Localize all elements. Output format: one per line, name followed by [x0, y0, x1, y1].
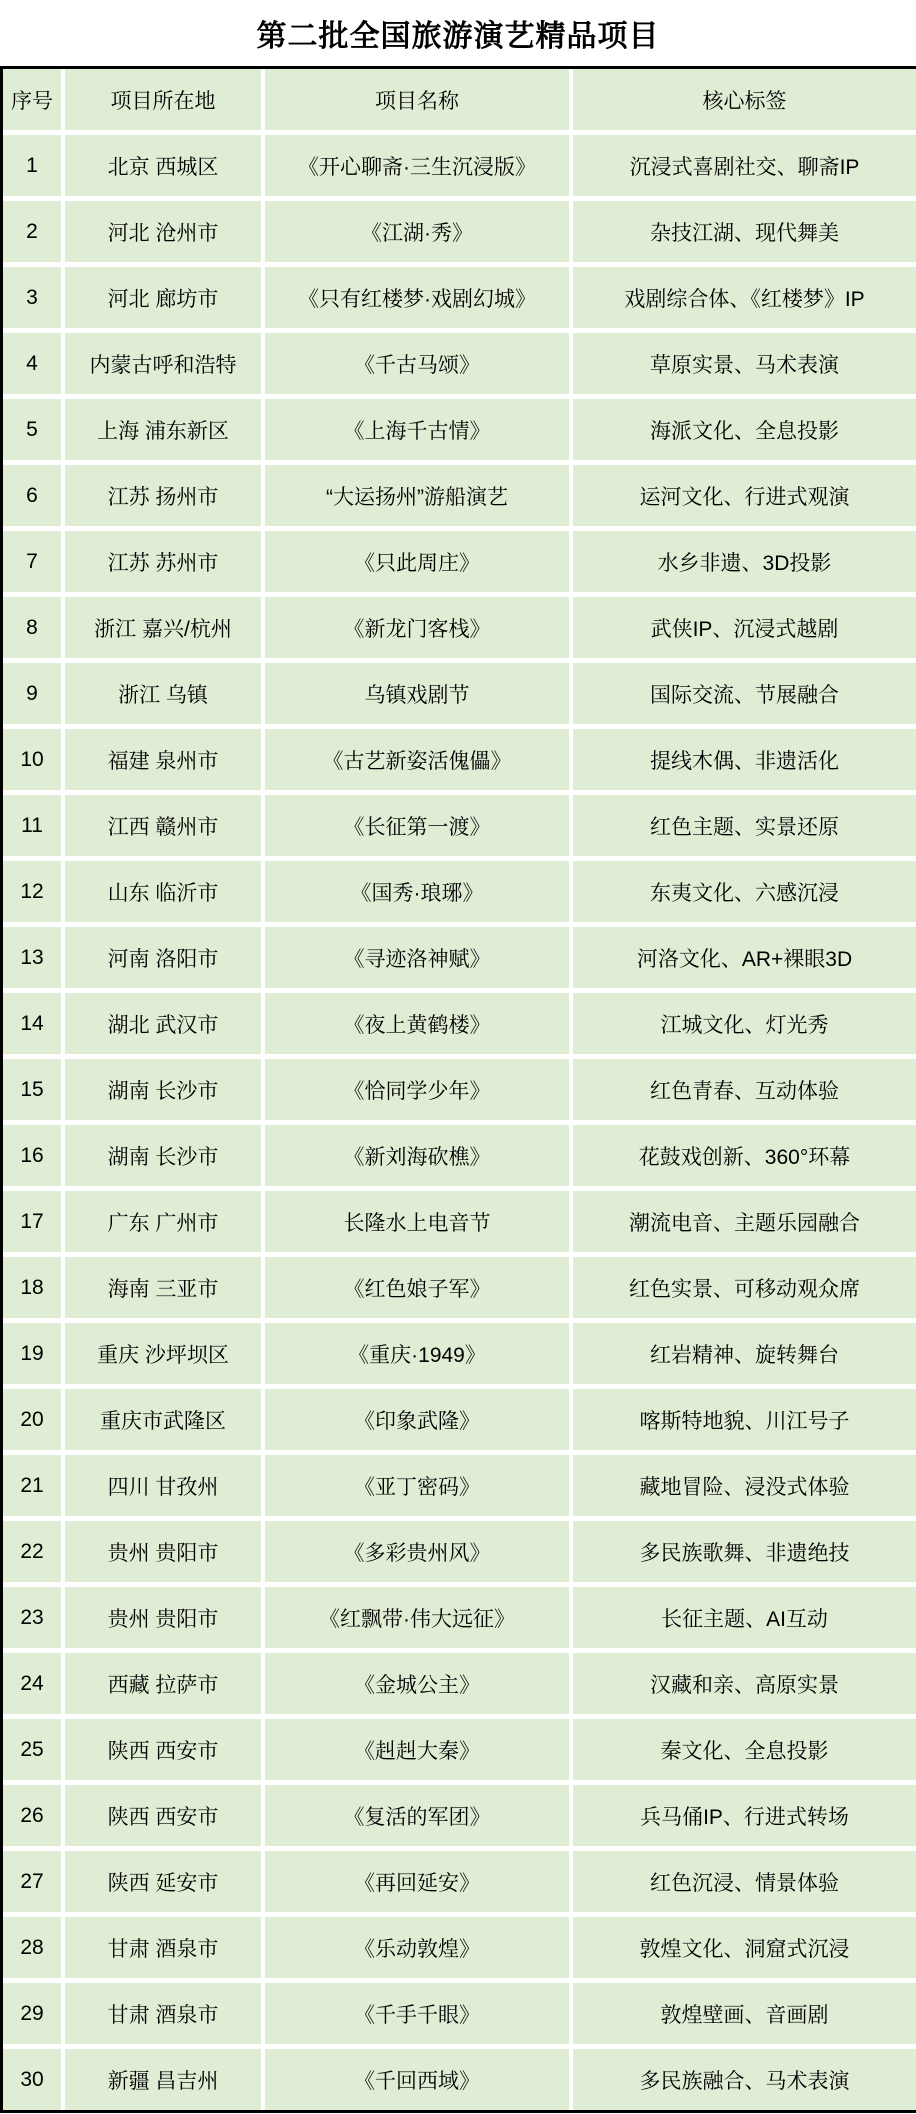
cell-name: 《只此周庄》	[265, 531, 569, 592]
cell-location: 浙江 乌镇	[65, 663, 261, 724]
cell-tags: 河洛文化、AR+裸眼3D	[573, 927, 916, 988]
cell-tags: 红岩精神、旋转舞台	[573, 1323, 916, 1384]
header-no: 序号	[3, 69, 61, 130]
header-tags: 核心标签	[573, 69, 916, 130]
cell-tags: 花鼓戏创新、360°环幕	[573, 1125, 916, 1186]
cell-location: 湖北 武汉市	[65, 993, 261, 1054]
cell-no: 7	[3, 531, 61, 592]
cell-name: 《千古马颂》	[265, 333, 569, 394]
cell-tags: 藏地冒险、浸没式体验	[573, 1455, 916, 1516]
cell-no: 2	[3, 201, 61, 262]
cell-location: 湖南 长沙市	[65, 1059, 261, 1120]
cell-location: 河北 廊坊市	[65, 267, 261, 328]
cell-name: 《恰同学少年》	[265, 1059, 569, 1120]
table-grid	[3, 69, 916, 2110]
cell-no: 15	[3, 1059, 61, 1120]
cell-location: 河北 沧州市	[65, 201, 261, 262]
cell-name: 《金城公主》	[265, 1653, 569, 1714]
cell-location: 陕西 西安市	[65, 1785, 261, 1846]
cell-tags: 潮流电音、主题乐园融合	[573, 1191, 916, 1252]
cell-no: 21	[3, 1455, 61, 1516]
cell-no: 1	[3, 135, 61, 196]
cell-location: 浙江 嘉兴/杭州	[65, 597, 261, 658]
cell-no: 27	[3, 1851, 61, 1912]
cell-tags: 多民族融合、马术表演	[573, 2049, 916, 2110]
header-name: 项目名称	[265, 69, 569, 130]
cell-tags: 东夷文化、六感沉浸	[573, 861, 916, 922]
cell-name: 《赳赳大秦》	[265, 1719, 569, 1780]
cell-name: 《乐动敦煌》	[265, 1917, 569, 1978]
cell-tags: 武侠IP、沉浸式越剧	[573, 597, 916, 658]
cell-location: 海南 三亚市	[65, 1257, 261, 1318]
cell-tags: 汉藏和亲、高原实景	[573, 1653, 916, 1714]
cell-location: 河南 洛阳市	[65, 927, 261, 988]
cell-tags: 敦煌壁画、音画剧	[573, 1983, 916, 2044]
cell-location: 江苏 苏州市	[65, 531, 261, 592]
cell-name: 《红飘带·伟大远征》	[265, 1587, 569, 1648]
cell-location: 江西 赣州市	[65, 795, 261, 856]
cell-name: 《千回西域》	[265, 2049, 569, 2110]
cell-no: 29	[3, 1983, 61, 2044]
cell-tags: 海派文化、全息投影	[573, 399, 916, 460]
cell-no: 5	[3, 399, 61, 460]
cell-no: 3	[3, 267, 61, 328]
cell-location: 重庆市武隆区	[65, 1389, 261, 1450]
cell-tags: 喀斯特地貌、川江号子	[573, 1389, 916, 1450]
cell-name: 《长征第一渡》	[265, 795, 569, 856]
cell-location: 贵州 贵阳市	[65, 1521, 261, 1582]
cell-tags: 提线木偶、非遗活化	[573, 729, 916, 790]
cell-name: 《只有红楼梦·戏剧幻城》	[265, 267, 569, 328]
cell-no: 17	[3, 1191, 61, 1252]
cell-location: 湖南 长沙市	[65, 1125, 261, 1186]
cell-name: 《夜上黄鹤楼》	[265, 993, 569, 1054]
cell-tags: 江城文化、灯光秀	[573, 993, 916, 1054]
projects-table	[0, 66, 916, 2113]
cell-name: 《上海千古情》	[265, 399, 569, 460]
cell-tags: 红色实景、可移动观众席	[573, 1257, 916, 1318]
cell-location: 陕西 延安市	[65, 1851, 261, 1912]
cell-no: 28	[3, 1917, 61, 1978]
cell-no: 6	[3, 465, 61, 526]
cell-location: 北京 西城区	[65, 135, 261, 196]
header-location: 项目所在地	[65, 69, 261, 130]
cell-tags: 多民族歌舞、非遗绝技	[573, 1521, 916, 1582]
cell-no: 11	[3, 795, 61, 856]
cell-name: 乌镇戏剧节	[265, 663, 569, 724]
page-title: 第二批全国旅游演艺精品项目	[256, 20, 660, 53]
cell-location: 甘肃 酒泉市	[65, 1983, 261, 2044]
cell-name: “大运扬州”游船演艺	[265, 465, 569, 526]
cell-name: 《红色娘子军》	[265, 1257, 569, 1318]
cell-name: 《再回延安》	[265, 1851, 569, 1912]
cell-tags: 红色青春、互动体验	[573, 1059, 916, 1120]
cell-location: 贵州 贵阳市	[65, 1587, 261, 1648]
cell-no: 30	[3, 2049, 61, 2110]
cell-name: 《国秀·琅琊》	[265, 861, 569, 922]
cell-name: 《多彩贵州风》	[265, 1521, 569, 1582]
cell-no: 22	[3, 1521, 61, 1582]
cell-no: 9	[3, 663, 61, 724]
cell-name: 《复活的军团》	[265, 1785, 569, 1846]
cell-no: 18	[3, 1257, 61, 1318]
cell-location: 陕西 西安市	[65, 1719, 261, 1780]
cell-location: 四川 甘孜州	[65, 1455, 261, 1516]
cell-name: 《江湖·秀》	[265, 201, 569, 262]
cell-name: 《新龙门客栈》	[265, 597, 569, 658]
cell-no: 26	[3, 1785, 61, 1846]
cell-name: 《开心聊斋·三生沉浸版》	[265, 135, 569, 196]
cell-location: 上海 浦东新区	[65, 399, 261, 460]
cell-tags: 长征主题、AI互动	[573, 1587, 916, 1648]
cell-no: 10	[3, 729, 61, 790]
cell-location: 新疆 昌吉州	[65, 2049, 261, 2110]
cell-location: 山东 临沂市	[65, 861, 261, 922]
cell-name: 《亚丁密码》	[265, 1455, 569, 1516]
cell-name: 《寻迹洛神赋》	[265, 927, 569, 988]
cell-no: 16	[3, 1125, 61, 1186]
cell-tags: 兵马俑IP、行进式转场	[573, 1785, 916, 1846]
cell-tags: 国际交流、节展融合	[573, 663, 916, 724]
cell-name: 《千手千眼》	[265, 1983, 569, 2044]
cell-no: 12	[3, 861, 61, 922]
cell-no: 25	[3, 1719, 61, 1780]
cell-tags: 水乡非遗、3D投影	[573, 531, 916, 592]
cell-tags: 秦文化、全息投影	[573, 1719, 916, 1780]
cell-tags: 红色沉浸、情景体验	[573, 1851, 916, 1912]
cell-name: 《印象武隆》	[265, 1389, 569, 1450]
cell-tags: 红色主题、实景还原	[573, 795, 916, 856]
cell-location: 甘肃 酒泉市	[65, 1917, 261, 1978]
cell-location: 重庆 沙坪坝区	[65, 1323, 261, 1384]
cell-tags: 沉浸式喜剧社交、聊斋IP	[573, 135, 916, 196]
cell-no: 13	[3, 927, 61, 988]
cell-name: 《重庆·1949》	[265, 1323, 569, 1384]
cell-tags: 草原实景、马术表演	[573, 333, 916, 394]
cell-tags: 运河文化、行进式观演	[573, 465, 916, 526]
cell-name: 长隆水上电音节	[265, 1191, 569, 1252]
cell-name: 《古艺新姿活傀儡》	[265, 729, 569, 790]
cell-location: 广东 广州市	[65, 1191, 261, 1252]
cell-name: 《新刘海砍樵》	[265, 1125, 569, 1186]
cell-tags: 杂技江湖、现代舞美	[573, 201, 916, 262]
cell-no: 23	[3, 1587, 61, 1648]
cell-no: 20	[3, 1389, 61, 1450]
cell-location: 西藏 拉萨市	[65, 1653, 261, 1714]
cell-tags: 戏剧综合体、《红楼梦》IP	[573, 267, 916, 328]
cell-no: 4	[3, 333, 61, 394]
cell-no: 24	[3, 1653, 61, 1714]
cell-tags: 敦煌文化、洞窟式沉浸	[573, 1917, 916, 1978]
cell-location: 内蒙古呼和浩特	[65, 333, 261, 394]
cell-no: 8	[3, 597, 61, 658]
cell-no: 14	[3, 993, 61, 1054]
cell-no: 19	[3, 1323, 61, 1384]
cell-location: 江苏 扬州市	[65, 465, 261, 526]
cell-location: 福建 泉州市	[65, 729, 261, 790]
